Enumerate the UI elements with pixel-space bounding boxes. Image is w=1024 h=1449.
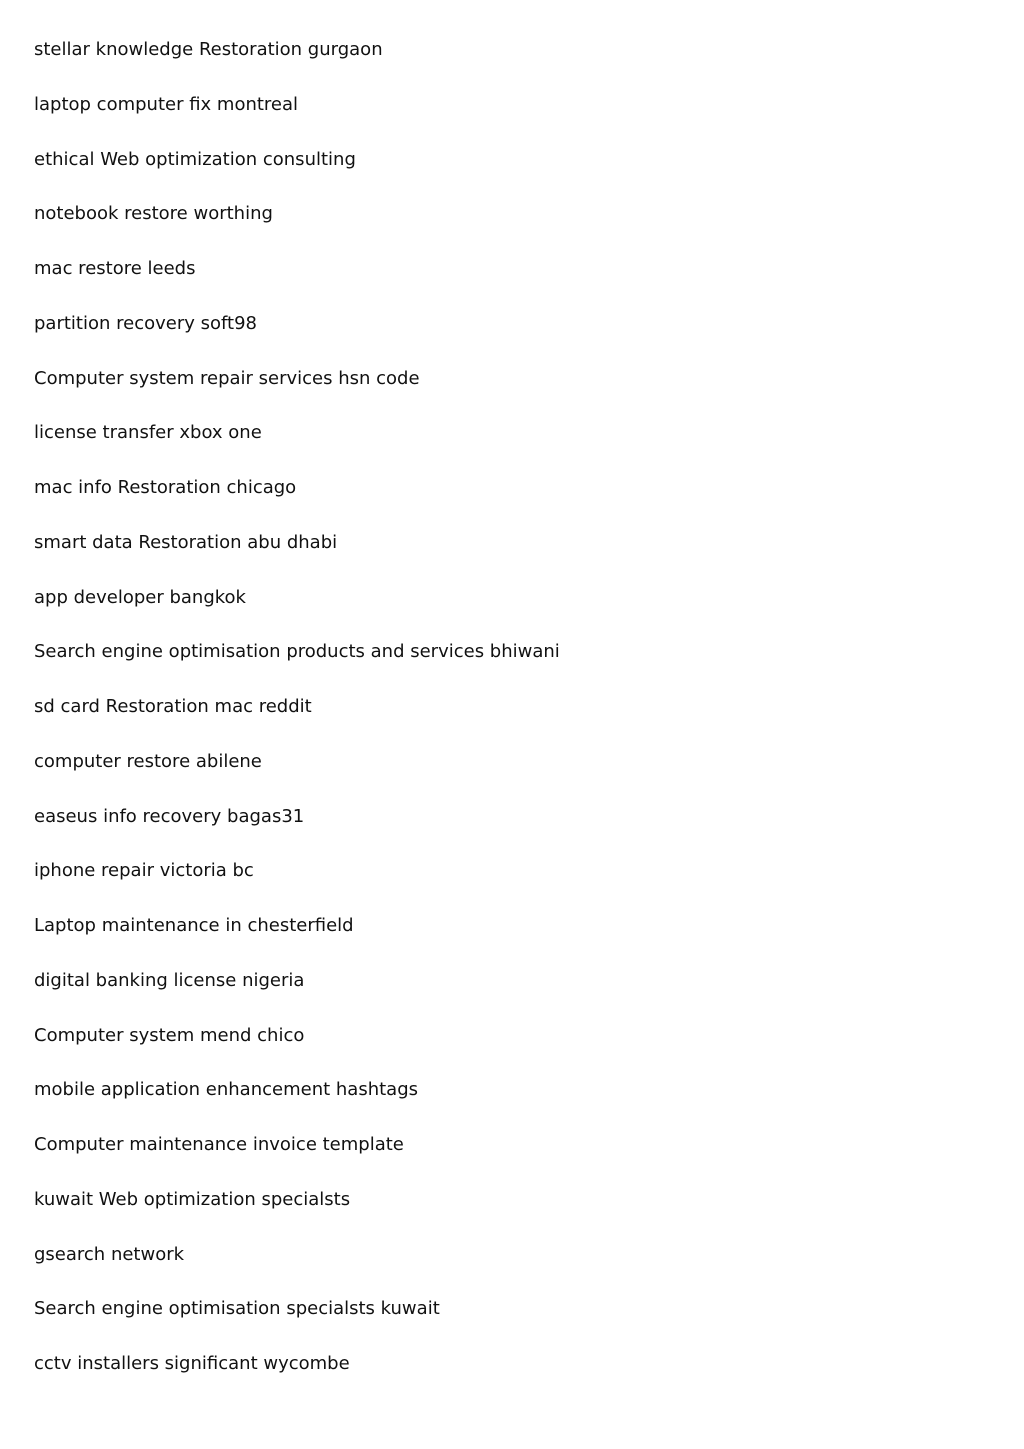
keyword-link[interactable]: easeus info recovery bagas31 [34, 805, 305, 827]
list-item [34, 1133, 560, 1188]
keyword-link[interactable]: mac info Restoration chicago [34, 477, 297, 498]
keyword-link[interactable]: app developer bangkok [34, 586, 246, 608]
list-item [34, 202, 560, 257]
list-item [34, 914, 560, 969]
keyword-link[interactable]: digital banking license nigeria [34, 969, 305, 991]
list-item [34, 695, 560, 750]
keyword-link[interactable]: Laptop maintenance in chesterfield [34, 915, 354, 936]
list-item [34, 367, 560, 422]
list-item [34, 1243, 560, 1298]
keyword-link[interactable]: notebook restore worthing [34, 203, 273, 225]
keyword-link[interactable]: kuwait Web optimization specialsts [34, 1188, 351, 1210]
keyword-link[interactable]: stellar knowledge Restoration gurgaon [34, 39, 383, 60]
list-item [34, 586, 560, 641]
keyword-link[interactable]: mobile application enhancement hashtags [34, 1079, 418, 1101]
keyword-link[interactable]: smart data Restoration abu dhabi [34, 531, 338, 553]
list-item [34, 1024, 560, 1079]
keyword-link[interactable]: iphone repair victoria bc [34, 860, 254, 882]
keyword-link[interactable]: gsearch network [34, 1243, 185, 1265]
list-item [34, 640, 560, 695]
keyword-link[interactable]: license transfer xbox one [34, 422, 262, 444]
list-item [34, 257, 560, 312]
list-item [34, 421, 560, 476]
keyword-link[interactable]: ethical Web optimization consulting [34, 148, 356, 170]
keyword-link[interactable]: mac restore leeds [34, 258, 196, 279]
keyword-link[interactable]: sd card Restoration mac reddit [34, 696, 312, 717]
list-item [34, 312, 560, 367]
list-item [34, 750, 560, 805]
keyword-link[interactable]: laptop computer fix montreal [34, 93, 299, 115]
list-item [34, 476, 560, 531]
keyword-link[interactable]: Computer system repair services hsn code [34, 367, 420, 389]
list-item [34, 38, 560, 93]
list-item [34, 969, 560, 1024]
keyword-link[interactable]: partition recovery soft98 [34, 312, 257, 334]
keyword-link[interactable]: Search engine optimisation products and services bhiwani [34, 641, 560, 663]
list-item [34, 1297, 560, 1352]
list-item [34, 1078, 560, 1133]
keyword-link-list [34, 38, 560, 1407]
list-item [34, 1352, 560, 1407]
keyword-link[interactable]: Search engine optimisation specialsts kuwait [34, 1298, 440, 1320]
keyword-link[interactable]: cctv installers significant wycombe [34, 1353, 350, 1374]
list-item [34, 148, 560, 203]
keyword-link[interactable]: Computer maintenance invoice template [34, 1134, 404, 1155]
list-item [34, 859, 560, 914]
list-item [34, 1188, 560, 1243]
keyword-link[interactable]: Computer system mend chico [34, 1024, 305, 1046]
keyword-link[interactable]: computer restore abilene [34, 750, 262, 772]
list-item [34, 531, 560, 586]
list-item [34, 93, 560, 148]
list-item [34, 805, 560, 860]
